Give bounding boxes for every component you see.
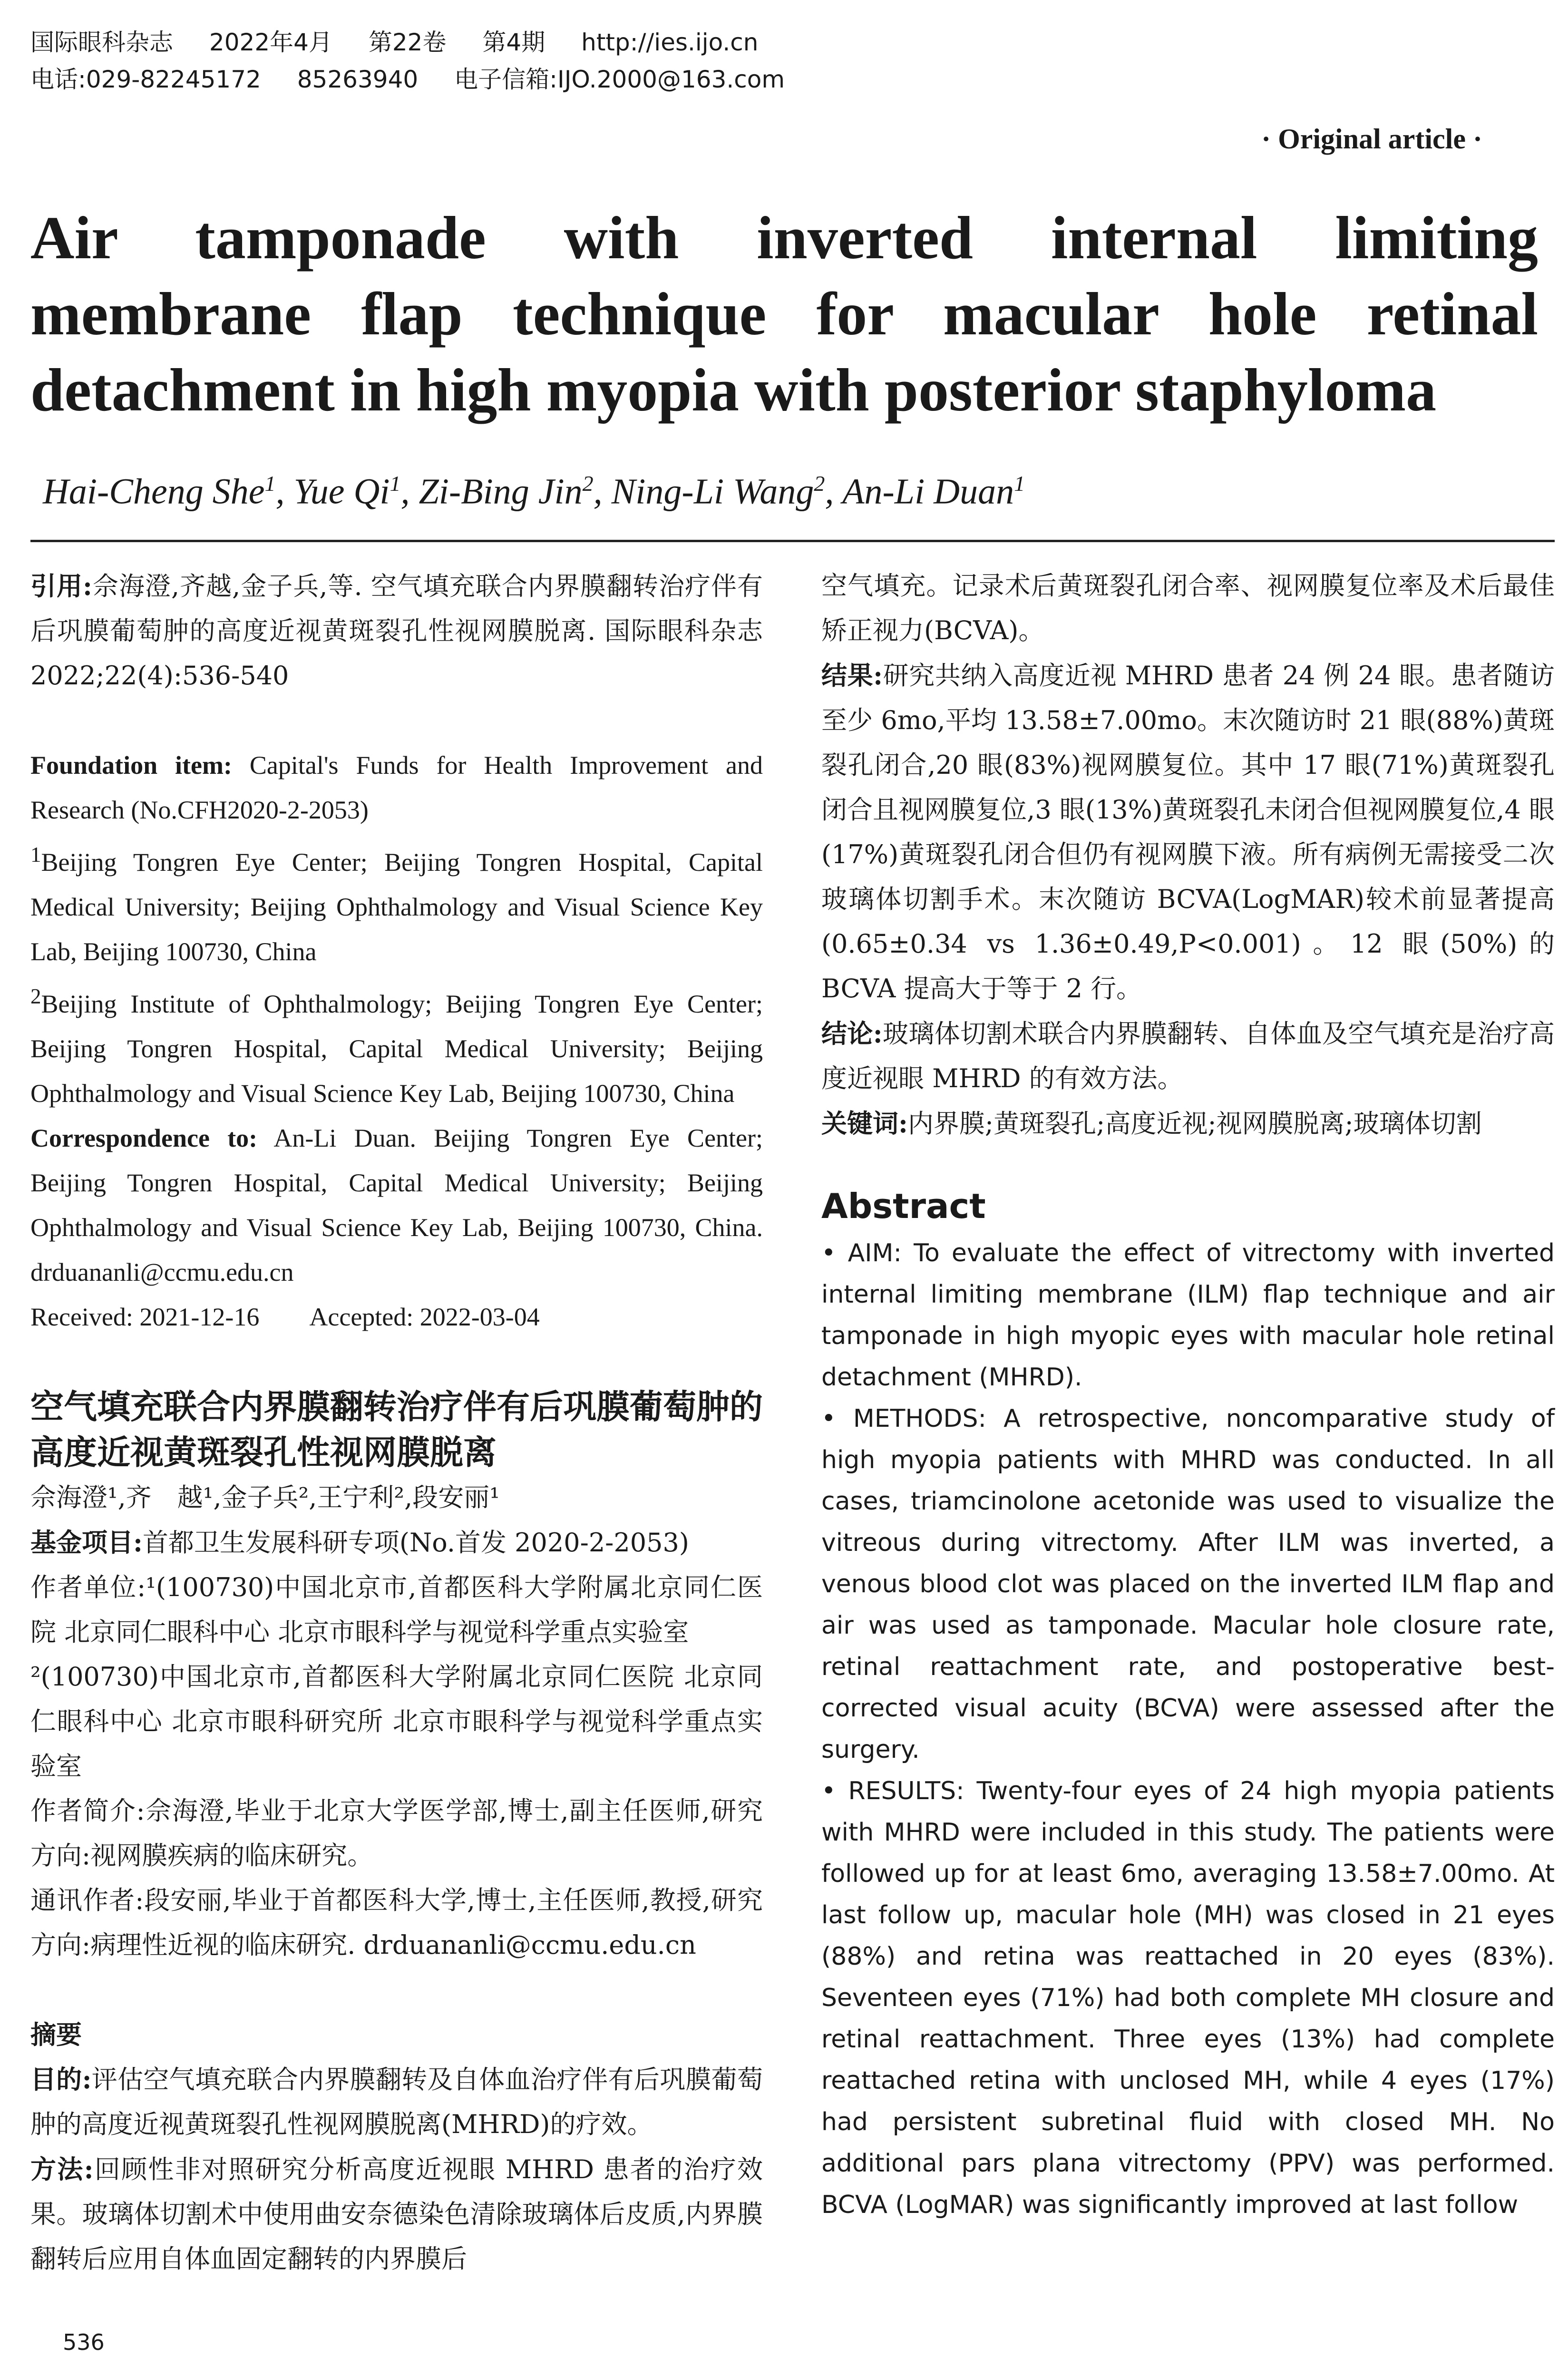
received-date: Received: 2021-12-16: [30, 1303, 260, 1331]
bio-label: 作者简介:: [30, 1796, 145, 1826]
accepted-date: Accepted: 2022-03-04: [309, 1303, 540, 1331]
keywords-text: 内界膜;黄斑裂孔;高度近视;视网膜脱离;玻璃体切割: [907, 1109, 1482, 1139]
abstract-heading: Abstract: [821, 1186, 986, 1226]
results-label: • RESULTS:: [821, 1777, 964, 1805]
summary-purpose: [30, 2057, 763, 2147]
author-unit-2: ²(100730)中国北京市,首都医科大学附属北京同仁医院 北京同仁眼科中心 北京市眼科研究所 北京市眼科学与视觉科学重点实验室: [30, 1662, 763, 1781]
author-affiliation: 2: [582, 471, 594, 496]
corresponding-author-cn: [30, 1878, 763, 1968]
journal-phone-2: 85263940: [297, 66, 419, 93]
summary-method-cont: 空气填充。记录术后黄斑裂孔闭合率、视网膜复位率及术后最佳矫正视力(BCVA)。: [821, 571, 1555, 645]
corr-cn-label: 通讯作者:: [30, 1885, 144, 1915]
title-line-2: membrane flap technique for macular hole retinal: [30, 280, 1538, 348]
bio-text: 佘海澄,毕业于北京大学医学部,博士,副主任医师,研究方向:视网膜疾病的临床研究。: [30, 1796, 763, 1870]
foundation-item: [30, 743, 763, 832]
methods-label: • METHODS:: [821, 1404, 986, 1433]
abstract-methods: [821, 1398, 1555, 1771]
abstract-aim: [821, 1233, 1555, 1398]
keywords-label: 关键词:: [821, 1108, 908, 1139]
author-bio: [30, 1789, 763, 1878]
chinese-authors: 佘海澄¹,齐 越¹,金子兵²,王宁利²,段安丽¹: [30, 1482, 500, 1512]
unit-label: 作者单位:: [30, 1572, 146, 1602]
unit-1: ¹(100730)中国北京市,首都医科大学附属北京同仁医院 北京同仁眼科中心 北京市眼科学与视觉科学重点实验室: [30, 1572, 763, 1647]
affiliation-text: Beijing Institute of Ophthalmology; Beijing Tongren Eye Center; Beijing Tongren Hospital, Capital Medical University; Beijing Ophthalmology and Visual Science Key Lab, Beijing 100730, China: [30, 990, 763, 1108]
volume: 第22卷: [368, 29, 447, 56]
author-name: An-Li Duan: [842, 471, 1014, 512]
results-text: Twenty-four eyes of 24 high myopia patients with MHRD were included in this study. The patients were followed up for at least 6mo, averaging 13.58±7.00mo. At last follow up, macular hole (MH) was closed in 21 eyes (88%) and retina was reattached in 20 eyes (83%). Seventeen eyes (71%) had both complete MH closure and retinal reattachment. Three eyes (13%) had complete reattached retina with unclosed MH, while 4 eyes (17%) had persistent subretinal fluid with closed MH. No additional pars plana vitrectomy (PPV) was performed. BCVA (LogMAR) was significantly improved at last follow: [821, 1777, 1555, 2219]
affiliation-text: Beijing Tongren Eye Center; Beijing Tongren Hospital, Capital Medical University; Beijing Ophthalmology and Visual Science Key Lab, Beijing 100730, China: [30, 848, 763, 966]
dates: [30, 1295, 763, 1339]
methods-text: A retrospective, noncomparative study of high myopia patients with MHRD was conducted. In all cases, triamcinolone acetonide was used to visualize the vitreous during vitrectomy. After ILM was inverted, a venous blood clot was placed on the inverted ILM flap and air was used as tamponade. Macular hole closure rate, retinal reattachment rate, and postoperative best-corrected visual acuity (BCVA) were assessed after the surgery.: [821, 1404, 1555, 1764]
author-affiliation: 1: [264, 471, 276, 496]
corr-cn-text: 段安丽,毕业于首都医科大学,博士,主任医师,教授,研究方向:病理性近视的临床研究. drduananli@ccmu.edu.cn: [30, 1885, 763, 1960]
aim-text: To evaluate the effect of vitrectomy with inverted internal limiting membrane (ILM) flap technique and air tamponade in high myopic eyes with macular hole retinal detachment (MHRD).: [821, 1239, 1555, 1392]
author-affiliation: 2: [814, 471, 825, 496]
title-line-1: Air tamponade with inverted internal limiting: [30, 204, 1538, 272]
summary-conclusion: [821, 1011, 1555, 1101]
purpose-text: 评估空气填充联合内界膜翻转及自体血治疗伴有后巩膜葡萄肿的高度近视黄斑裂孔性视网膜脱离(MHRD)的疗效。: [30, 2065, 763, 2139]
author-name: Hai-Cheng She: [43, 471, 265, 512]
article-title: [30, 200, 1538, 428]
author-affiliation: 1: [1014, 471, 1025, 496]
aim-label: • AIM:: [821, 1239, 902, 1267]
right-column: [821, 564, 1555, 2226]
journal-url[interactable]: http://ies.ijo.cn: [581, 29, 759, 56]
fund-label: 基金项目:: [30, 1527, 143, 1558]
summary-method: [30, 2147, 763, 2281]
conclusion-text: 玻璃体切割术联合内界膜翻转、自体血及空气填充是治疗高度近视眼 MHRD 的有效方法。: [821, 1019, 1555, 1093]
issue-number: 第4期: [482, 29, 545, 56]
journal-header: [30, 24, 934, 98]
affiliation-number: 1: [30, 843, 41, 867]
journal-phone: 电话:029-82245172: [30, 66, 261, 93]
title-line-3: detachment in high myopia with posterior staphyloma: [30, 356, 1437, 424]
section-tag: · Original article ·: [1261, 123, 1482, 155]
chinese-title: 空气填充联合内界膜翻转治疗伴有后巩膜葡萄肿的高度近视黄斑裂孔性视网膜脱离: [30, 1387, 763, 1472]
author-list: Hai-Cheng She$^1$, Yue Qi$^1$, Zi-Bing Jin$^2$, Ning-Li Wang$^2$, An-Li Duan$^1$: [43, 471, 1025, 512]
result-label: 结果:: [821, 660, 883, 691]
method-label: 方法:: [30, 2154, 94, 2184]
affiliation-1: [30, 832, 763, 974]
correspondence: [30, 1116, 763, 1295]
author-affiliation: 1: [390, 471, 401, 496]
fund-item-cn: [30, 1520, 763, 1565]
issue-date: 2022年4月: [209, 29, 332, 56]
result-text: 研究共纳入高度近视 MHRD 患者 24 例 24 眼。患者随访至少 6mo,平均 13.58±7.00mo。末次随访时 21 眼(88%)黄斑裂孔闭合,20 眼(83%)视网膜复位。其中 17 眼(71%)黄斑裂孔闭合且视网膜复位,3 眼(13%)黄斑裂孔未闭合但视网膜复位,4 眼(17%)黄斑裂孔闭合但仍有视网膜下液。所有病例无需接受二次玻璃体切割手术。末次随访 BCVA(LogMAR)较术前显著提高(0.65±0.34 vs 1.36±0.49,P<0.001)。12 眼(50%)的 BCVA 提高大于等于 2 行。: [821, 661, 1555, 1003]
journal-name: 国际眼科杂志: [30, 29, 173, 56]
title-divider: [30, 540, 1555, 542]
purpose-label: 目的:: [30, 2064, 92, 2094]
journal-email[interactable]: 电子信箱:IJO.2000@163.com: [454, 66, 785, 93]
citation: [30, 564, 763, 698]
author-name: Ning-Li Wang: [611, 471, 814, 512]
summary-heading: 摘要: [30, 2019, 82, 2050]
affiliation-2: [30, 974, 763, 1116]
page-number: 536: [63, 2329, 105, 2355]
summary-result: [821, 653, 1555, 1011]
author-name: Zi-Bing Jin: [419, 471, 583, 512]
author-units: [30, 1565, 763, 1655]
left-column: [30, 564, 763, 2281]
affiliation-number: 2: [30, 984, 41, 1008]
keywords-cn: [821, 1101, 1555, 1146]
abstract-results: [821, 1771, 1555, 2226]
foundation-text: Capital's Funds for Health Improvement and Research (No.CFH2020-2-2053): [30, 751, 763, 824]
correspondence-text: An-Li Duan. Beijing Tongren Eye Center; Beijing Tongren Hospital, Capital Medical University; Beijing Ophthalmology and Visual Science Key Lab, Beijing 100730, China. drduananli@ccmu.edu.cn: [30, 1124, 763, 1286]
foundation-label: Foundation item:: [30, 751, 232, 779]
author-name: Yue Qi: [293, 471, 390, 512]
citation-label: 引用:: [30, 571, 92, 601]
citation-text: 佘海澄,齐越,金子兵,等. 空气填充联合内界膜翻转治疗伴有后巩膜葡萄肿的高度近视黄斑裂孔性视网膜脱离. 国际眼科杂志 2022;22(4):536-540: [30, 571, 763, 691]
method-text: 回顾性非对照研究分析高度近视眼 MHRD 患者的治疗效果。玻璃体切割术中使用曲安奈德染色清除玻璃体后皮质,内界膜翻转后应用自体血固定翻转的内界膜后: [30, 2154, 763, 2274]
fund-text: 首都卫生发展科研专项(No.首发 2020-2-2053): [142, 1528, 689, 1558]
conclusion-label: 结论:: [821, 1018, 883, 1049]
correspondence-label: Correspondence to:: [30, 1124, 258, 1152]
